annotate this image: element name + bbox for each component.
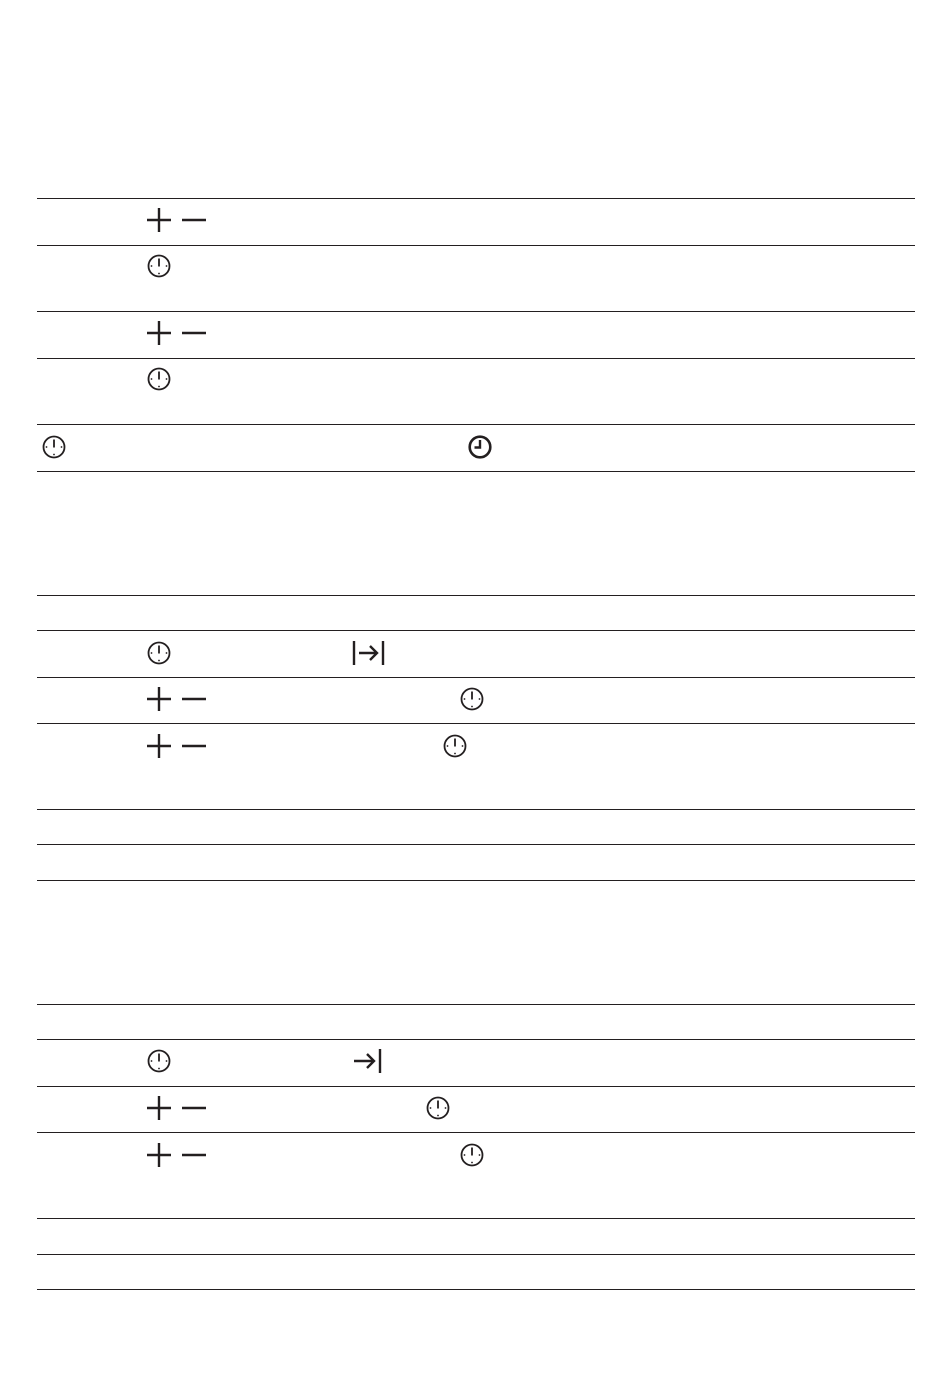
minus-icon — [181, 1142, 207, 1168]
table-rule — [37, 198, 915, 199]
plus-icon — [146, 1095, 172, 1121]
table-rule — [37, 424, 915, 425]
end-arrow-icon — [352, 1048, 384, 1074]
table-rule — [37, 1132, 915, 1133]
plus-icon — [146, 207, 172, 233]
timer-icon — [426, 1096, 450, 1120]
table-rule — [37, 880, 915, 881]
plus-icon — [146, 733, 172, 759]
table-rule — [37, 1039, 915, 1040]
timer-icon — [42, 435, 66, 459]
table-rule — [37, 358, 915, 359]
table-rule — [37, 1086, 915, 1087]
table-rule — [37, 809, 915, 810]
timer-icon — [147, 1049, 171, 1073]
minus-icon — [181, 320, 207, 346]
minus-icon — [181, 686, 207, 712]
page-title — [0, 0, 1, 1]
table-rule — [37, 1289, 915, 1290]
timer-icon — [147, 254, 171, 278]
table-rule — [37, 677, 915, 678]
timer-icon — [460, 1143, 484, 1167]
plus-icon — [146, 686, 172, 712]
table-rule — [37, 1218, 915, 1219]
timer-icon — [147, 367, 171, 391]
table-rule — [37, 630, 915, 631]
plus-icon — [146, 1142, 172, 1168]
minus-icon — [181, 207, 207, 233]
clock-icon — [468, 435, 492, 459]
table-rule — [37, 595, 915, 596]
timer-icon — [147, 641, 171, 665]
minus-icon — [181, 733, 207, 759]
minus-icon — [181, 1095, 207, 1121]
plus-icon — [146, 320, 172, 346]
table-rule — [37, 311, 915, 312]
table-rule — [37, 471, 915, 472]
timer-icon — [443, 734, 467, 758]
timer-icon — [460, 687, 484, 711]
table-rule — [37, 723, 915, 724]
table-rule — [37, 1254, 915, 1255]
table-rule — [37, 245, 915, 246]
start-end-arrow-icon — [352, 640, 386, 666]
table-rule — [37, 844, 915, 845]
table-rule — [37, 1004, 915, 1005]
